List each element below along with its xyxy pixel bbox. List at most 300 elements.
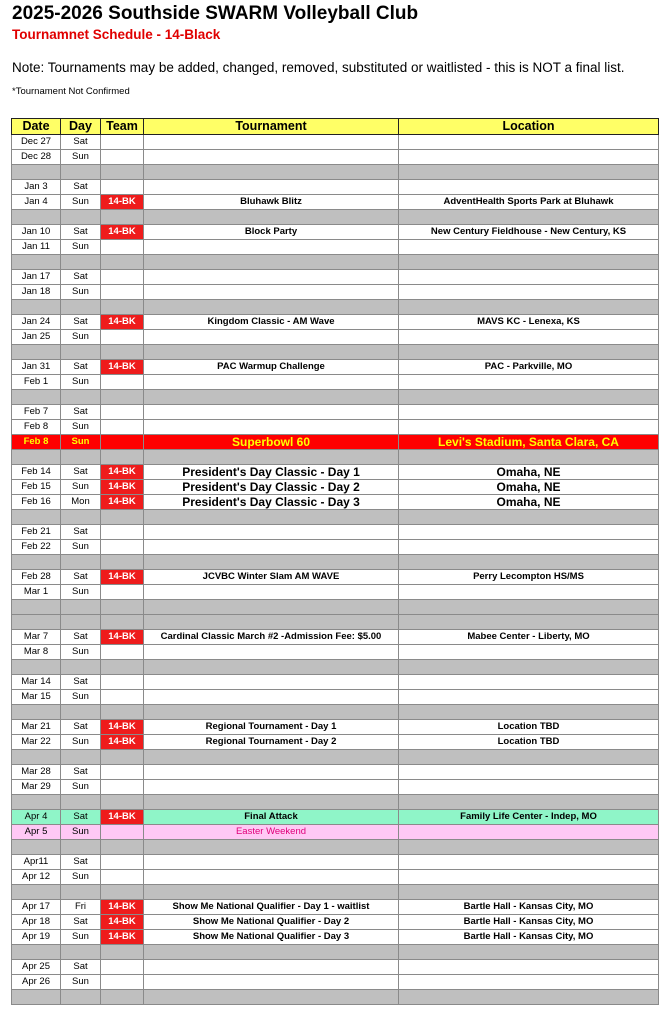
spacer-cell [61, 945, 101, 960]
date-cell: Dec 28 [12, 150, 61, 165]
spacer-cell [101, 165, 144, 180]
day-cell: Sat [61, 855, 101, 870]
location-cell: Omaha, NE [399, 480, 659, 495]
spacer-cell [101, 210, 144, 225]
day-cell: Sat [61, 465, 101, 480]
tournament-cell: Final Attack [144, 810, 399, 825]
day-cell: Sat [61, 270, 101, 285]
spacer-cell [12, 660, 61, 675]
location-cell [399, 420, 659, 435]
date-cell: Apr 5 [12, 825, 61, 840]
spacer-cell [61, 165, 101, 180]
spacer-cell [61, 450, 101, 465]
day-cell: Sun [61, 375, 101, 390]
location-cell: Location TBD [399, 735, 659, 750]
day-cell: Sat [61, 720, 101, 735]
tournament-cell [144, 420, 399, 435]
team-cell: 14-BK [101, 480, 144, 495]
table-row [12, 870, 659, 885]
column-header-day: Day [61, 119, 101, 135]
date-cell: Feb 21 [12, 525, 61, 540]
spacer-cell [61, 345, 101, 360]
spacer-row [12, 945, 659, 960]
team-cell: 14-BK [101, 630, 144, 645]
team-cell: 14-BK [101, 570, 144, 585]
date-cell: Feb 28 [12, 570, 61, 585]
team-cell [101, 150, 144, 165]
day-cell: Sun [61, 585, 101, 600]
date-cell: Mar 7 [12, 630, 61, 645]
spacer-cell [144, 660, 399, 675]
spacer-cell [101, 255, 144, 270]
location-cell [399, 645, 659, 660]
spacer-cell [12, 450, 61, 465]
schedule-body [12, 135, 659, 1005]
location-cell [399, 975, 659, 990]
location-cell [399, 540, 659, 555]
tournament-cell [144, 780, 399, 795]
tournament-cell: Block Party [144, 225, 399, 240]
day-cell: Sun [61, 285, 101, 300]
table-row [12, 465, 659, 480]
tournament-cell [144, 675, 399, 690]
location-cell [399, 405, 659, 420]
table-row [12, 180, 659, 195]
location-cell: Bartle Hall - Kansas City, MO [399, 930, 659, 945]
table-row [12, 225, 659, 240]
location-cell [399, 960, 659, 975]
day-cell: Sun [61, 735, 101, 750]
spacer-cell [144, 705, 399, 720]
day-cell: Sat [61, 135, 101, 150]
spacer-cell [61, 600, 101, 615]
spacer-row [12, 300, 659, 315]
table-row [12, 645, 659, 660]
date-cell: Jan 24 [12, 315, 61, 330]
table-row [12, 735, 659, 750]
spacer-row [12, 600, 659, 615]
location-cell: Omaha, NE [399, 495, 659, 510]
location-cell: PAC - Parkville, MO [399, 360, 659, 375]
table-row [12, 720, 659, 735]
tournament-cell [144, 585, 399, 600]
date-cell: Feb 22 [12, 540, 61, 555]
team-cell [101, 780, 144, 795]
team-cell [101, 270, 144, 285]
team-cell: 14-BK [101, 930, 144, 945]
date-cell: Apr 12 [12, 870, 61, 885]
spacer-cell [12, 555, 61, 570]
spacer-cell [12, 510, 61, 525]
date-cell: Dec 27 [12, 135, 61, 150]
date-cell: Feb 14 [12, 465, 61, 480]
location-cell: Perry Lecompton HS/MS [399, 570, 659, 585]
spacer-cell [399, 990, 659, 1005]
day-cell: Sat [61, 630, 101, 645]
spacer-cell [61, 660, 101, 675]
spacer-row [12, 555, 659, 570]
team-cell: 14-BK [101, 900, 144, 915]
date-cell: Feb 8 [12, 420, 61, 435]
spacer-cell [61, 615, 101, 630]
tournament-cell [144, 405, 399, 420]
location-cell [399, 375, 659, 390]
day-cell: Sun [61, 825, 101, 840]
spacer-cell [144, 600, 399, 615]
table-row [12, 285, 659, 300]
tournament-cell: Show Me National Qualifier - Day 1 - waitlist [144, 900, 399, 915]
column-header-team: Team [101, 119, 144, 135]
date-cell: Feb 16 [12, 495, 61, 510]
tournament-cell [144, 690, 399, 705]
spacer-row [12, 210, 659, 225]
location-cell: Levi's Stadium, Santa Clara, CA [399, 435, 659, 450]
spacer-cell [144, 885, 399, 900]
spacer-cell [61, 555, 101, 570]
spacer-cell [144, 345, 399, 360]
spacer-cell [101, 945, 144, 960]
tournament-cell [144, 645, 399, 660]
spacer-cell [399, 345, 659, 360]
table-row [12, 375, 659, 390]
team-cell [101, 525, 144, 540]
table-row [12, 405, 659, 420]
date-cell: Feb 7 [12, 405, 61, 420]
table-row [12, 855, 659, 870]
spacer-cell [399, 705, 659, 720]
column-header-location: Location [399, 119, 659, 135]
spacer-cell [101, 840, 144, 855]
spacer-row [12, 705, 659, 720]
spacer-cell [12, 705, 61, 720]
tournament-cell [144, 855, 399, 870]
spacer-cell [61, 210, 101, 225]
table-row [12, 570, 659, 585]
tournament-cell: President's Day Classic - Day 3 [144, 495, 399, 510]
tournament-cell: Cardinal Classic March #2 -Admission Fee: $5.00 [144, 630, 399, 645]
spacer-cell [144, 615, 399, 630]
table-header-row [12, 119, 659, 135]
location-cell: Bartle Hall - Kansas City, MO [399, 900, 659, 915]
spacer-cell [101, 750, 144, 765]
spacer-cell [144, 840, 399, 855]
spacer-cell [101, 510, 144, 525]
team-cell: 14-BK [101, 360, 144, 375]
spacer-cell [12, 840, 61, 855]
tournament-cell [144, 150, 399, 165]
spacer-cell [144, 510, 399, 525]
date-cell: Jan 11 [12, 240, 61, 255]
day-cell: Sat [61, 675, 101, 690]
spacer-cell [12, 795, 61, 810]
spacer-cell [399, 885, 659, 900]
tournament-cell: President's Day Classic - Day 1 [144, 465, 399, 480]
team-cell [101, 330, 144, 345]
spacer-cell [399, 660, 659, 675]
table-row [12, 150, 659, 165]
spacer-cell [12, 345, 61, 360]
team-cell [101, 975, 144, 990]
spacer-cell [12, 885, 61, 900]
tournament-cell [144, 870, 399, 885]
spacer-cell [399, 300, 659, 315]
spacer-cell [61, 255, 101, 270]
spacer-row [12, 345, 659, 360]
location-cell [399, 150, 659, 165]
date-cell: Apr 18 [12, 915, 61, 930]
day-cell: Sun [61, 780, 101, 795]
table-row [12, 930, 659, 945]
team-cell [101, 960, 144, 975]
table-row [12, 495, 659, 510]
date-cell: Feb 15 [12, 480, 61, 495]
day-cell: Sun [61, 540, 101, 555]
team-cell: 14-BK [101, 465, 144, 480]
day-cell: Sat [61, 225, 101, 240]
spacer-cell [61, 390, 101, 405]
day-cell: Sat [61, 810, 101, 825]
date-cell: Apr 17 [12, 900, 61, 915]
table-row [12, 420, 659, 435]
spacer-row [12, 990, 659, 1005]
spacer-cell [12, 255, 61, 270]
spacer-cell [101, 555, 144, 570]
day-cell: Mon [61, 495, 101, 510]
team-cell [101, 420, 144, 435]
spacer-cell [12, 600, 61, 615]
table-row [12, 825, 659, 840]
team-cell: 14-BK [101, 810, 144, 825]
team-cell [101, 765, 144, 780]
team-cell: 14-BK [101, 735, 144, 750]
team-cell: 14-BK [101, 720, 144, 735]
schedule-note: Note: Tournaments may be added, changed, removed, substituted or waitlisted - this is NOT a final list. [12, 60, 625, 75]
table-row [12, 585, 659, 600]
spacer-cell [101, 390, 144, 405]
team-cell [101, 855, 144, 870]
location-cell [399, 825, 659, 840]
day-cell: Sun [61, 480, 101, 495]
spacer-cell [399, 750, 659, 765]
location-cell [399, 240, 659, 255]
spacer-cell [144, 165, 399, 180]
spacer-row [12, 750, 659, 765]
table-row [12, 960, 659, 975]
date-cell: Mar 8 [12, 645, 61, 660]
table-row [12, 630, 659, 645]
date-cell: Mar 15 [12, 690, 61, 705]
day-cell: Sun [61, 420, 101, 435]
team-cell [101, 645, 144, 660]
tournament-cell [144, 540, 399, 555]
tournament-cell [144, 330, 399, 345]
spacer-cell [61, 750, 101, 765]
tournament-cell [144, 270, 399, 285]
spacer-row [12, 615, 659, 630]
spacer-cell [399, 210, 659, 225]
date-cell: Jan 17 [12, 270, 61, 285]
spacer-cell [61, 885, 101, 900]
day-cell: Sat [61, 405, 101, 420]
spacer-cell [399, 600, 659, 615]
spacer-cell [61, 990, 101, 1005]
date-cell: Apr 19 [12, 930, 61, 945]
date-cell: Mar 14 [12, 675, 61, 690]
date-cell: Mar 29 [12, 780, 61, 795]
tournament-cell: Kingdom Classic - AM Wave [144, 315, 399, 330]
tournament-cell [144, 375, 399, 390]
location-cell [399, 585, 659, 600]
date-cell: Jan 10 [12, 225, 61, 240]
table-row [12, 315, 659, 330]
location-cell [399, 525, 659, 540]
table-row [12, 525, 659, 540]
day-cell: Sun [61, 975, 101, 990]
spacer-cell [12, 210, 61, 225]
team-cell: 14-BK [101, 195, 144, 210]
table-row [12, 240, 659, 255]
spacer-row [12, 510, 659, 525]
date-cell: Feb 1 [12, 375, 61, 390]
table-row [12, 900, 659, 915]
team-cell [101, 405, 144, 420]
day-cell: Sun [61, 870, 101, 885]
tournament-cell [144, 135, 399, 150]
table-row [12, 780, 659, 795]
day-cell: Sun [61, 690, 101, 705]
spacer-row [12, 165, 659, 180]
team-cell [101, 870, 144, 885]
day-cell: Fri [61, 900, 101, 915]
location-cell: Family Life Center - Indep, MO [399, 810, 659, 825]
not-confirmed-footnote: *Tournament Not Confirmed [12, 86, 130, 97]
tournament-cell [144, 285, 399, 300]
date-cell: Jan 18 [12, 285, 61, 300]
spacer-cell [144, 450, 399, 465]
spacer-cell [144, 300, 399, 315]
spacer-cell [61, 840, 101, 855]
table-row [12, 675, 659, 690]
spacer-cell [399, 795, 659, 810]
date-cell: Apr11 [12, 855, 61, 870]
day-cell: Sat [61, 315, 101, 330]
spacer-cell [12, 165, 61, 180]
spacer-cell [12, 750, 61, 765]
spacer-cell [144, 255, 399, 270]
spacer-cell [144, 555, 399, 570]
date-cell: Feb 8 [12, 435, 61, 450]
date-cell: Apr 25 [12, 960, 61, 975]
date-cell: Jan 3 [12, 180, 61, 195]
tournament-cell: PAC Warmup Challenge [144, 360, 399, 375]
spacer-cell [101, 450, 144, 465]
day-cell: Sat [61, 765, 101, 780]
team-cell [101, 240, 144, 255]
team-cell: 14-BK [101, 315, 144, 330]
location-cell [399, 180, 659, 195]
spacer-cell [399, 840, 659, 855]
location-cell [399, 270, 659, 285]
table-row [12, 810, 659, 825]
table-row [12, 690, 659, 705]
day-cell: Sun [61, 435, 101, 450]
table-row [12, 765, 659, 780]
team-cell [101, 585, 144, 600]
column-header-date: Date [12, 119, 61, 135]
tournament-cell: Superbowl 60 [144, 435, 399, 450]
spacer-cell [12, 990, 61, 1005]
spacer-cell [61, 795, 101, 810]
day-cell: Sat [61, 525, 101, 540]
location-cell [399, 690, 659, 705]
tournament-cell [144, 975, 399, 990]
location-cell: Location TBD [399, 720, 659, 735]
spacer-cell [61, 510, 101, 525]
table-row [12, 975, 659, 990]
spacer-cell [101, 990, 144, 1005]
spacer-cell [399, 390, 659, 405]
team-cell [101, 690, 144, 705]
day-cell: Sat [61, 960, 101, 975]
spacer-cell [101, 300, 144, 315]
spacer-cell [101, 660, 144, 675]
day-cell: Sun [61, 150, 101, 165]
column-header-tournament: Tournament [144, 119, 399, 135]
tournament-cell: Regional Tournament - Day 2 [144, 735, 399, 750]
spacer-cell [144, 750, 399, 765]
table-row [12, 135, 659, 150]
team-cell [101, 675, 144, 690]
day-cell: Sun [61, 645, 101, 660]
spacer-cell [12, 615, 61, 630]
tournament-cell: Show Me National Qualifier - Day 3 [144, 930, 399, 945]
team-cell: 14-BK [101, 915, 144, 930]
team-cell [101, 375, 144, 390]
schedule-table [11, 118, 659, 1005]
spacer-cell [101, 705, 144, 720]
spacer-cell [399, 555, 659, 570]
day-cell: Sun [61, 930, 101, 945]
table-row [12, 360, 659, 375]
spacer-row [12, 885, 659, 900]
date-cell: Mar 22 [12, 735, 61, 750]
tournament-cell [144, 765, 399, 780]
date-cell: Mar 21 [12, 720, 61, 735]
location-cell [399, 675, 659, 690]
team-cell [101, 825, 144, 840]
spacer-cell [101, 345, 144, 360]
location-cell [399, 780, 659, 795]
spacer-cell [12, 300, 61, 315]
date-cell: Apr 4 [12, 810, 61, 825]
spacer-row [12, 795, 659, 810]
location-cell: New Century Fieldhouse - New Century, KS [399, 225, 659, 240]
day-cell: Sun [61, 240, 101, 255]
tournament-cell: Show Me National Qualifier - Day 2 [144, 915, 399, 930]
day-cell: Sun [61, 195, 101, 210]
spacer-cell [101, 615, 144, 630]
team-cell: 14-BK [101, 495, 144, 510]
spacer-cell [12, 390, 61, 405]
spacer-row [12, 450, 659, 465]
date-cell: Mar 28 [12, 765, 61, 780]
location-cell: MAVS KC - Lenexa, KS [399, 315, 659, 330]
spacer-cell [399, 615, 659, 630]
team-cell [101, 435, 144, 450]
spacer-cell [399, 510, 659, 525]
day-cell: Sat [61, 360, 101, 375]
location-cell: Bartle Hall - Kansas City, MO [399, 915, 659, 930]
